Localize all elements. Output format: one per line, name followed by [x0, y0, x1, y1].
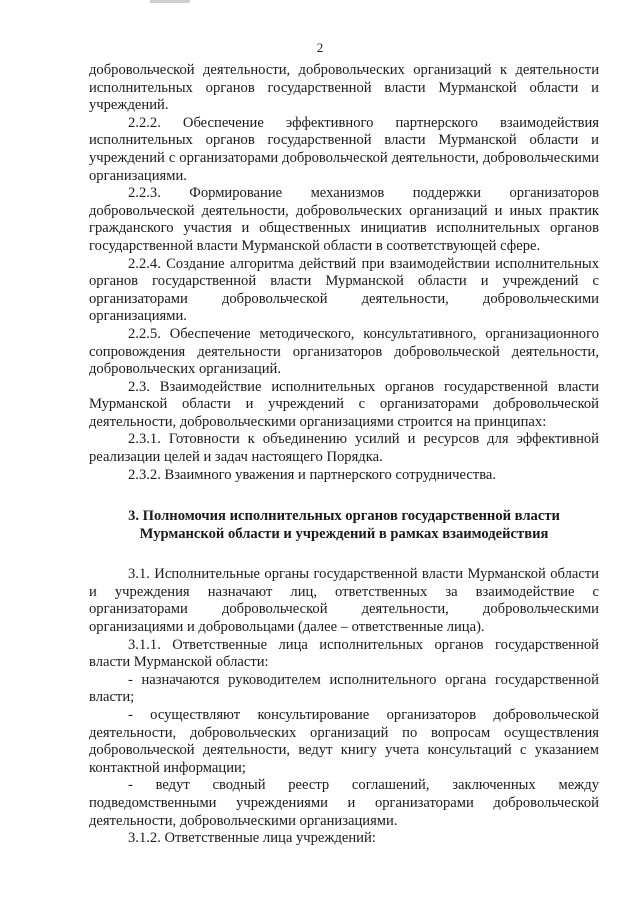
- paragraph-2-3-2: 2.3.2. Взаимного уважения и партнерского сотрудничества.: [128, 466, 497, 483]
- scan-artifact: [150, 0, 190, 3]
- section-heading: [89, 507, 599, 543]
- list-item-consulting: - осуществляют консультирование организаторов добровольческой деятельности, добровольческих организаций по вопросам осуществления добровольческой деятельности, ведут книгу учета консультаций с указанием контактной информации;: [89, 707, 599, 776]
- document-body: [89, 62, 599, 848]
- paragraph-2-3-1: 2.3.1. Готовности к объединению усилий и ресурсов для эффективной реализации целей и задач настоящего Порядка.: [89, 431, 599, 466]
- paragraph-2-2-2: 2.2.2. Обеспечение эффективного партнерского взаимодействия исполнительных органов государственной власти Мурманской области и учреждений с организаторами добровольческой деятельности, добровольческими организациями.: [89, 114, 599, 184]
- list-item-appointed: - назначаются руководителем исполнительного органа государственной власти;: [89, 671, 599, 706]
- page-number: 2: [316, 40, 324, 55]
- paragraph-2-3: 2.3. Взаимодействие исполнительных органов государственной власти Мурманской области и учреждений с организаторами добровольческой деятельности, добровольческими организациями строится на принципах:: [89, 378, 599, 430]
- section-heading-line-2: Мурманской области и учреждений в рамках взаимодействия: [139, 526, 549, 543]
- list-item-registry: - ведут сводный реестр соглашений, заключенных между подведомственными учреждениями и организаторами добровольческой деятельности, добровольческими организациями.: [89, 777, 599, 829]
- paragraph-2-2-5: 2.2.5. Обеспечение методического, консультативного, организационного сопровождения деятельности организаторов добровольческой деятельности, добровольческих организаций.: [89, 325, 599, 378]
- paragraph-3-1-1: 3.1.1. Ответственные лица исполнительных органов государственной власти Мурманской области:: [89, 636, 599, 671]
- paragraph-3-1-2: 3.1.2. Ответственные лица учреждений:: [128, 830, 376, 847]
- paragraph-3-1: 3.1. Исполнительные органы государственной власти Мурманской области и учреждения назначают лиц, ответственных за взаимодействие с организаторами добровольческой деятельности, добровольческими организациями и добровольцами (далее – ответственные лица).: [89, 566, 599, 636]
- section-heading-line-1: 3. Полномочия исполнительных органов государственной власти: [128, 508, 560, 525]
- paragraph-2-2-3: 2.2.3. Формирование механизмов поддержки организаторов добровольческой деятельности, добровольческих организаций и иных практик гражданского участия и общественных инициатив исполнительных органов государственной власти Мурманской области в соответствующей сфере.: [89, 185, 599, 254]
- paragraph-2-2-4: 2.2.4. Создание алгоритма действий при взаимодействии исполнительных органов государственной власти Мурманской области и учреждений с организаторами добровольческой деятельности, добровольческими организациями.: [89, 255, 599, 325]
- paragraph-continuation: добровольческой деятельности, добровольческих организаций к деятельности исполнительных органов государственной власти Мурманской области и учреждений.: [89, 62, 599, 114]
